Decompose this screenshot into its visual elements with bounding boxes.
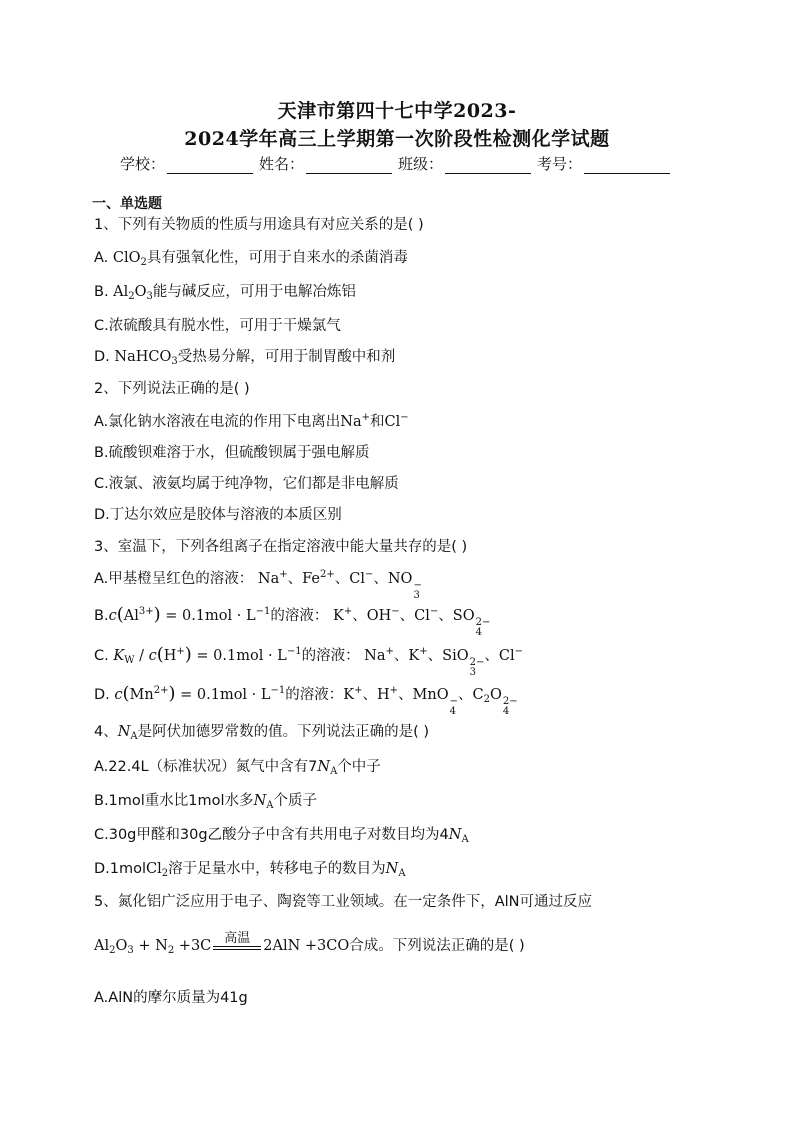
q4-stem: 4、$N_A$是阿伏加德罗常数的值。下列说法正确的是( )	[94, 724, 430, 742]
q4-option-b: B.1mol重水比1mol水多$N_A$个质子	[94, 793, 317, 811]
school-field[interactable]	[120, 153, 255, 174]
school-blank[interactable]	[167, 155, 253, 174]
student-info-row	[120, 150, 680, 174]
exam-no-blank[interactable]	[584, 155, 670, 174]
q5-equation: $Al_2O_3 + N_2 +3C$ 高温 2AlN +3CO 合成。下列说法正确的是( )	[94, 931, 525, 956]
q3-option-b: $B.c(Al^{3+}) = 0.1mol \cdot L^{-1}$的溶液： K+、OH−、Cl−、SO 2− 4	[94, 604, 491, 638]
name-label: 姓名：	[259, 155, 305, 173]
exam-no-field[interactable]	[537, 153, 672, 174]
q1-option-d: D. NaHCO$_3$受热易分解，可用于制胃酸中和剂	[94, 349, 396, 367]
class-label: 班级：	[398, 155, 444, 173]
class-blank[interactable]	[445, 155, 531, 174]
q4-option-c: C.30g甲醛和30g乙酸分子中含有共用电子对数目均为$4N_A$	[94, 827, 469, 845]
reaction-condition: 高温	[213, 931, 261, 956]
section-heading: 一、单选题	[92, 196, 162, 212]
q2-option-b: B.硫酸钡难溶于水，但硫酸钡属于强电解质	[94, 445, 370, 461]
q5-option-a: A.AlN的摩尔质量为41g	[94, 990, 248, 1006]
q4-option-a: A.22.4L（标准状况）氮气中含有$7N_A$个中子	[94, 759, 381, 777]
q3-option-d: D. $c(Mn^{2+}) = 0.1mol \cdot L^{-1}$的溶液：K+、H+、MnO − 4 、$C_2O$ 2− 4	[94, 683, 518, 717]
class-field[interactable]	[398, 153, 533, 174]
title-line-2: 2024学年高三上学期第一次阶段性检测化学试题	[184, 128, 610, 150]
q1-option-a: A. ClO$_2$具有强氧化性，可用于自来水的杀菌消毒	[94, 250, 408, 268]
q2-option-d: D.丁达尔效应是胶体与溶液的本质区别	[94, 507, 342, 523]
name-field[interactable]	[259, 153, 394, 174]
exam-no-label: 考号：	[537, 155, 583, 173]
q2-stem: 2、下列说法正确的是( )	[94, 381, 250, 397]
title-line-1: 天津市第四十七中学2023-	[277, 100, 517, 122]
q3-option-a: A.甲基橙呈红色的溶液： Na+、$Fe^{2+}$、Cl−、NO − 3	[94, 569, 422, 601]
q1-stem: 1、下列有关物质的性质与用途具有对应关系的是( )	[94, 217, 424, 233]
q4-option-d: D.1molCl$_2$溶于足量水中，转移电子的数目为$N_A$	[94, 861, 406, 879]
q5-stem: 5、氮化铝广泛应用于电子、陶瓷等工业领域。在一定条件下，AlN可通过反应	[94, 894, 593, 910]
name-blank[interactable]	[306, 155, 392, 174]
q1-option-b: B. $Al_2O_3$能与碱反应，可用于电解冶炼铝	[94, 284, 356, 302]
school-label: 学校：	[120, 155, 166, 173]
q2-option-a: A.氯化钠水溶液在电流的作用下电离出Na+和Cl−	[94, 412, 409, 430]
q2-option-c: C.液氯、液氨均属于纯净物，它们都是非电解质	[94, 476, 399, 492]
q3-stem: 3、室温下，下列各组离子在指定溶液中能大量共存的是( )	[94, 539, 468, 555]
q3-option-c: C. $K_W / c(H^+) = 0.1mol \cdot L^{-1}$的溶液： Na+、K+、SiO 2− 3 、Cl−	[94, 644, 523, 678]
q1-option-c: C.浓硫酸具有脱水性，可用于干燥氯气	[94, 318, 341, 334]
